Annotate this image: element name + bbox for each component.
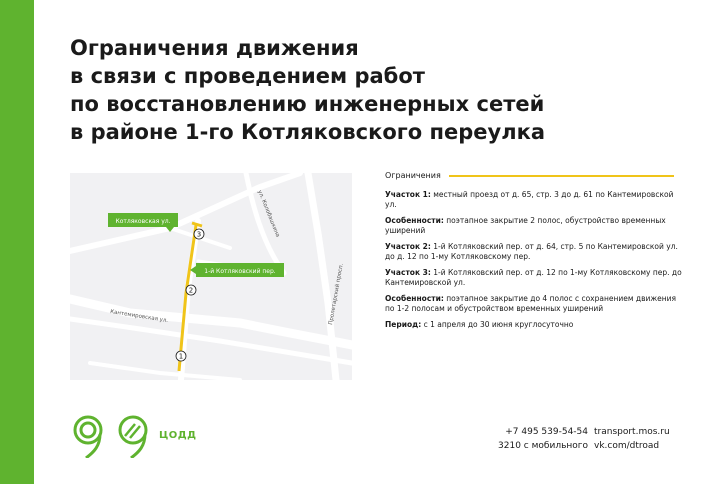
- label-kantemirovskaya: Кантемировская ул.: [109, 309, 169, 325]
- codd-logo-text: ЦОДД: [159, 430, 197, 441]
- label-kolobashkina: ул. Колобашкина: [256, 189, 281, 239]
- restriction-item-text: 1-й Котляковский пер. от д. 12 по 1-му Котляковскому пер. до Кантемировской ул.: [385, 268, 682, 287]
- vk-link[interactable]: vk.com/dtroad: [594, 441, 660, 451]
- section-marker-3: [194, 229, 204, 239]
- restriction-item-label: Участок 2:: [385, 242, 431, 251]
- website-link[interactable]: transport.mos.ru: [594, 427, 670, 437]
- title-line-3: по восстановлению инженерных сетей: [70, 92, 545, 116]
- mobile-short-number: 3210 с мобильного: [498, 441, 588, 451]
- page-title: [70, 34, 690, 146]
- restriction-item: [385, 294, 685, 314]
- restrictions-panel: [385, 171, 685, 336]
- restriction-item-label: Особенности:: [385, 216, 444, 225]
- title-line-4: в районе 1-го Котляковского переулка: [70, 120, 546, 144]
- heading-underline: [449, 175, 674, 177]
- section-marker-1: [176, 351, 186, 361]
- phone-number[interactable]: +7 495 539-54-54: [505, 427, 588, 437]
- label-proletarsky: Пролетарский просп.: [328, 263, 345, 326]
- moscow-transport-logo-icon: [70, 414, 106, 458]
- restrictions-heading-label: Ограничения: [385, 171, 441, 180]
- restriction-item-text: поэтапное закрытие 2 полос, обустройство временных уширений: [385, 216, 666, 235]
- section-marker-2-label: 2: [188, 286, 194, 295]
- restriction-item-text: поэтапное закрытие до 4 полос с сохранением движения по 1-2 полосам и обустройством временных уширений: [385, 294, 677, 313]
- restriction-item-label: Период:: [385, 320, 422, 329]
- restriction-item-label: Особенности:: [385, 294, 444, 303]
- restriction-item-label: Участок 1:: [385, 190, 431, 199]
- callout-first-kotlyakovsky: [190, 263, 284, 277]
- restriction-item-text: 1-й Котляковский пер. от д. 64, стр. 5 по Кантемировской ул. до д. 12 по 1-му Котляковскому пер.: [385, 242, 678, 261]
- restriction-item-text: местный проезд от д. 65, стр. 3 до д. 61 по Кантемировской ул.: [385, 190, 674, 209]
- restriction-item: [385, 190, 685, 210]
- section-marker-2: [186, 285, 196, 295]
- title-line-1: Ограничения движения: [70, 36, 359, 60]
- restriction-item-text: с 1 апреля до 30 июня круглосуточно: [421, 320, 574, 329]
- section-marker-3-label: 3: [196, 230, 202, 239]
- restrictions-heading: [385, 171, 685, 180]
- restriction-item: [385, 320, 685, 330]
- map: [70, 173, 352, 380]
- title-line-2: в связи с проведением работ: [70, 64, 425, 88]
- restriction-item: [385, 268, 685, 288]
- callout-kotlyakovskaya-label: Котляковская ул.: [115, 218, 171, 225]
- codd-logo-icon: [113, 414, 153, 458]
- restriction-item: [385, 216, 685, 236]
- web-contacts: [594, 425, 670, 453]
- callout-first-kotlyakovsky-label: 1-й Котляковский пер.: [204, 268, 276, 275]
- section-marker-1-label: 1: [178, 352, 184, 361]
- restriction-item: [385, 242, 685, 262]
- restriction-item-label: Участок 3:: [385, 268, 431, 277]
- phone-contacts: [485, 425, 588, 453]
- left-accent-bar: [0, 0, 34, 484]
